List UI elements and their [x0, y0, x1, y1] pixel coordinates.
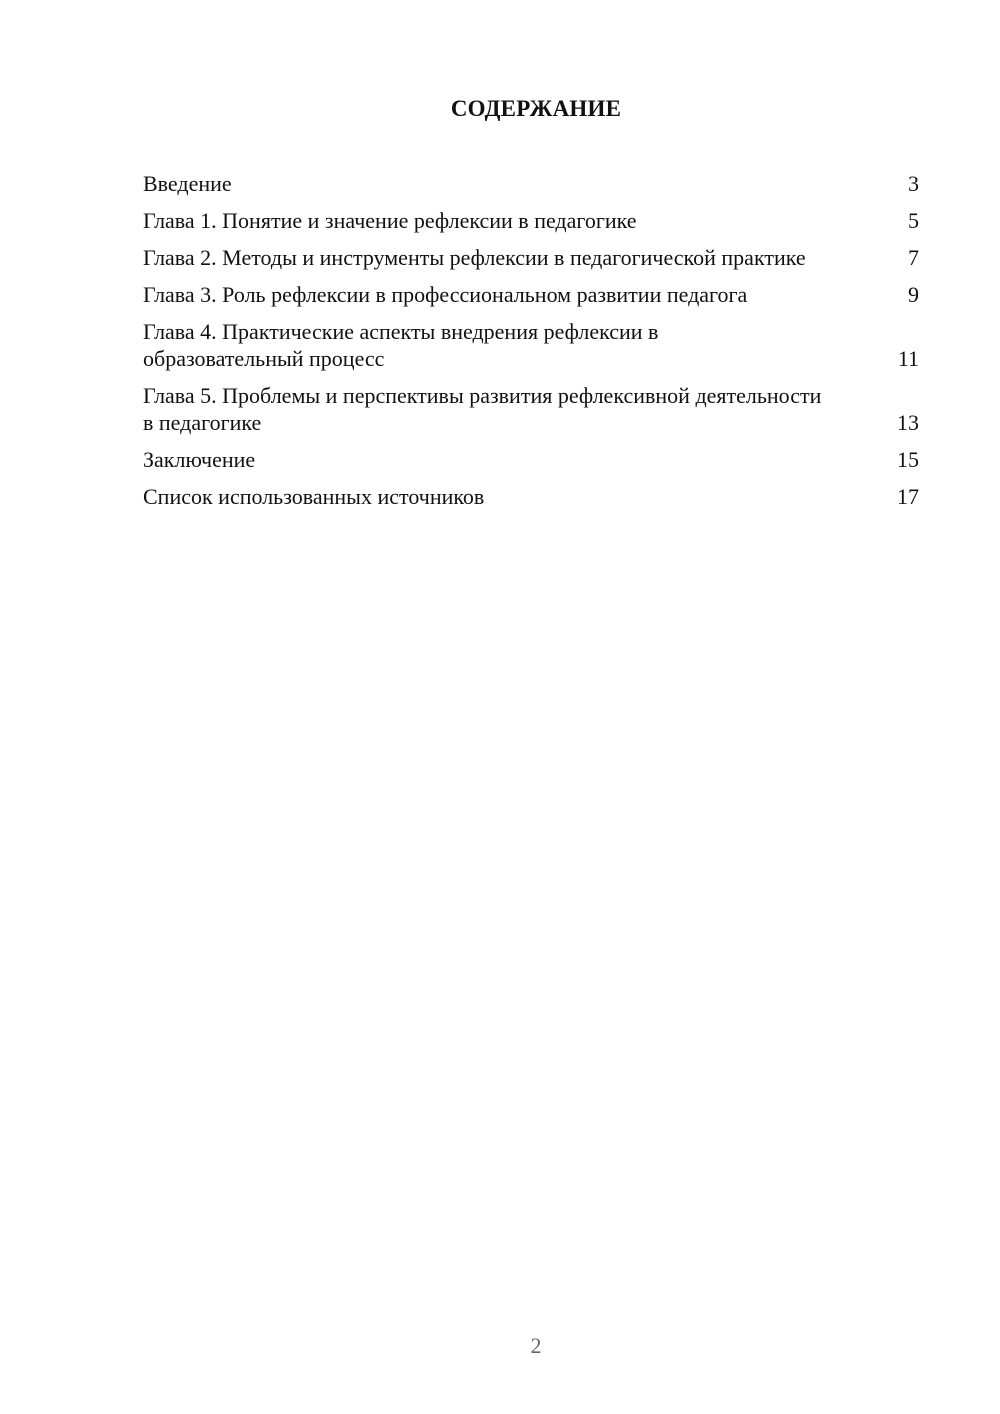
table-of-contents: [143, 170, 919, 520]
toc-entry-label: Список использованных источников: [143, 484, 485, 509]
toc-entry-page: 7: [908, 245, 919, 270]
toc-entry-label: Глава 2. Методы и инструменты рефлексии в педагогической практике: [143, 245, 806, 270]
toc-entry-introduction[interactable]: [143, 170, 919, 197]
toc-entry-page: 15: [897, 447, 919, 472]
toc-entry-page: 3: [908, 171, 919, 196]
toc-entry-page: 5: [908, 208, 919, 233]
toc-entry-label: Заключение: [143, 447, 256, 472]
toc-entry-page: 17: [897, 484, 919, 509]
toc-entry-label: Глава 4. Практические аспекты внедрения рефлексии в образовательный процесс: [143, 319, 659, 371]
toc-entry-label: Глава 3. Роль рефлексии в профессиональном развитии педагога: [143, 282, 748, 307]
toc-entry-page: 13: [897, 410, 919, 435]
toc-entry-chapter-5[interactable]: [143, 382, 919, 436]
toc-entry-page: 9: [908, 282, 919, 307]
toc-entry-label: Глава 1. Понятие и значение рефлексии в педагогике: [143, 208, 637, 233]
toc-entry-page: 11: [897, 346, 919, 371]
toc-entry-references[interactable]: [143, 483, 919, 510]
toc-entry-label: Глава 5. Проблемы и перспективы развития рефлексивной деятельности в педагогике: [143, 383, 822, 435]
toc-entry-label: Введение: [143, 171, 232, 196]
page-number: 2: [530, 1333, 542, 1358]
toc-entry-chapter-2[interactable]: [143, 244, 919, 271]
toc-entry-conclusion[interactable]: [143, 446, 919, 473]
toc-title: СОДЕРЖАНИЕ: [450, 96, 622, 121]
toc-entry-chapter-1[interactable]: [143, 207, 919, 234]
toc-entry-chapter-3[interactable]: [143, 281, 919, 308]
toc-entry-chapter-4[interactable]: [143, 318, 919, 372]
